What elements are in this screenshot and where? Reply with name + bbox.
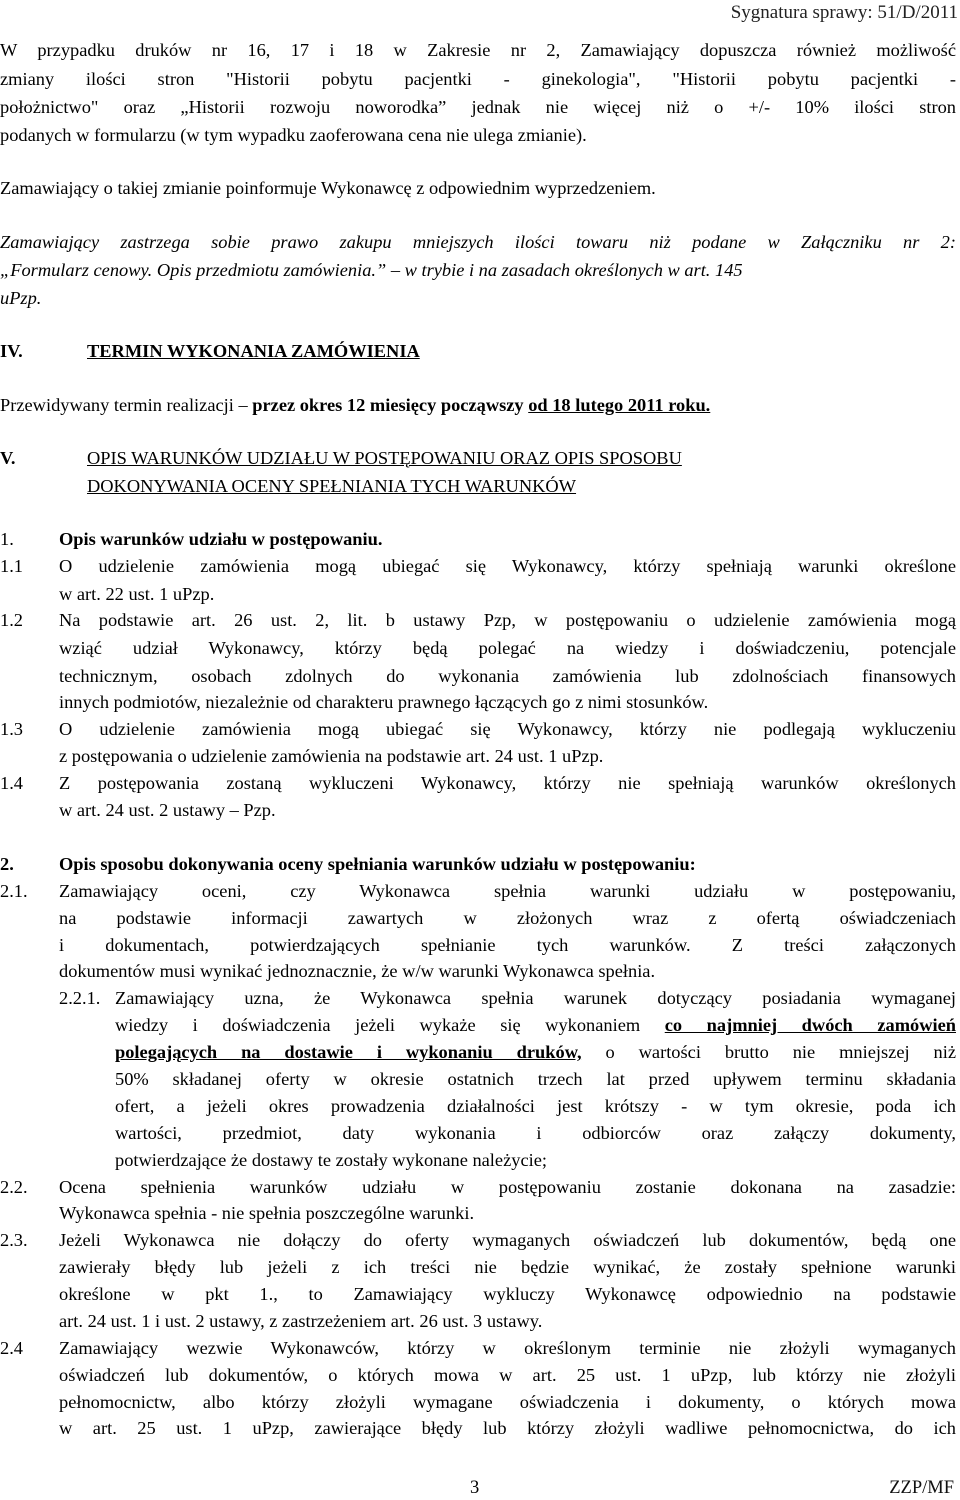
item-2-4-line-2: oświadczeń lub dokumentów, o których mowa w art. 25 ust. 1 uPzp, lub którzy nie złożyli [59, 1365, 956, 1385]
term-plain: Przewidywany termin realizacji – [0, 395, 253, 415]
item-2-2-1-l3-plain: o wartości brutto nie mniejszej niż [581, 1042, 956, 1062]
item-2-3-number: 2.3. [0, 1230, 28, 1250]
item-1-2-line-4: innych podmiotów, niezależnie od charakteru prawnego łączących go z nimi stosunków. [59, 692, 709, 712]
item-2-2-1-line-6: wartości, przedmiot, daty wykonania i odbiorców oraz załączy dokumenty, [115, 1123, 956, 1143]
intro-p1-line-2: zmiany ilości stron "Historii pobytu pacjentki - ginekologia", "Historii pobytu pacjentki - [0, 69, 956, 89]
item-1-4-line-1: Z postępowania zostaną wykluczeni Wykonawcy, którzy nie spełniają warunków określonych [59, 773, 956, 793]
page-number: 3 [470, 1478, 480, 1498]
term-date: od 18 lutego 2011 roku. [528, 395, 711, 415]
item-1-2-line-1: Na podstawie art. 26 ust. 2, lit. b ustawy Pzp, w postępowaniu o udzielenie zamówienia mogą [59, 610, 956, 630]
item-2-3-line-4: art. 24 ust. 1 i ust. 2 ustawy, z zastrzeżeniem art. 26 ust. 3 ustawy. [59, 1311, 543, 1331]
item-1-4-number: 1.4 [0, 773, 23, 793]
item-2-3-line-3: określone w pkt 1., to Zamawiający wykluczy Wykonawcę odpowiednio na podstawie [59, 1284, 956, 1304]
section-5-title-line-2: DOKONYWANIA OCENY SPEŁNIANIA TYCH WARUNKÓW [87, 476, 577, 496]
item-2-4-line-4: w art. 25 ust. 1 uPzp, zawierające błędy lub którzy złożyli wadliwe pełnomocnictwa, do ich [59, 1418, 956, 1438]
item-2-4-line-3: pełnomocnictw, albo którzy złożyli wymagane oświadczenia i dokumenty, o których mowa [59, 1392, 956, 1412]
intro-p1-line-1: W przypadku druków nr 16, 17 i 18 w Zakresie nr 2, Zamawiający dopuszcza również możliwość [0, 40, 956, 60]
item-1-3-line-1: O udzielenie zamówienia mogą ubiegać się Wykonawcy, którzy nie podlegają wykluczeniu [59, 719, 956, 739]
item-2-2-1-number: 2.2.1. [59, 988, 101, 1008]
item-2-1-line-1: Zamawiający oceni, czy Wykonawca spełnia warunki udziału w postępowaniu, [59, 881, 956, 901]
term-bold: przez okres 12 miesięcy począwszy [252, 395, 529, 415]
item-2-2-line-1: Ocena spełnienia warunków udziału w postępowaniu zostanie dokonana na zasadzie: [59, 1177, 956, 1197]
item-1-1-line-2: w art. 22 ust. 1 uPzp. [59, 584, 215, 604]
case-signature: Sygnatura sprawy: 51/D/2011 [730, 2, 958, 23]
item-2-2-1-line-2 [115, 1015, 956, 1036]
item-2-3-line-2: zawierały błędy lub jeżeli z ich treści nie będzie wynikać, że zostały spełnione warunki [59, 1257, 956, 1277]
section-5-title-line-1: OPIS WARUNKÓW UDZIAŁU W POSTĘPOWANIU ORAZ OPIS SPOSOBU [87, 448, 682, 468]
item-2-2-1-line-3 [115, 1042, 956, 1063]
item-1-2-number: 1.2 [0, 610, 23, 630]
item-2-2-1-line-4: 50% składanej oferty w okresie ostatnich trzech lat przed upływem terminu składania [115, 1069, 956, 1089]
intro-p3-line-3: uPzp. [0, 288, 42, 308]
item-2-1-line-2: na podstawie informacji zawartych w złożonych wraz z ofertą oświadczeniach [59, 908, 956, 928]
document-mark: ZZP/MF [889, 1478, 954, 1498]
item-2-2-line-2: Wykonawca spełnia - nie spełnia poszczególne warunki. [59, 1203, 475, 1223]
item-2-2-1-line-7: potwierdzające że dostawy te zostały wykonane należycie; [115, 1150, 547, 1170]
item-2-1-number: 2.1. [0, 881, 28, 901]
part-2-title: Opis sposobu dokonywania oceny spełniania warunków udziału w postępowaniu: [59, 854, 696, 874]
item-2-2-1-line-1: Zamawiający uzna, że Wykonawca spełnia warunek dotyczący posiadania wymaganej [115, 988, 956, 1008]
section-4-title: TERMIN WYKONANIA ZAMÓWIENIA [87, 341, 420, 361]
item-2-2-1-l2-plain: wiedzy i doświadczenia jeżeli wykaże się wykonaniem [115, 1015, 665, 1035]
item-1-2-line-2: wziąć udział Wykonawcy, którzy będą polegać na wiedzy i doświadczeniu, potencjale [59, 638, 956, 658]
section-5-number: V. [0, 448, 16, 468]
section-4-text [0, 395, 710, 416]
intro-p2: Zamawiający o takiej zmianie poinformuje Wykonawcę z odpowiednim wyprzedzeniem. [0, 178, 656, 198]
part-1-number: 1. [0, 529, 14, 549]
item-1-2-line-3: technicznym, osobach zdolnych do wykonania zamówienia lub zdolnościach finansowych [59, 666, 956, 686]
item-1-1-number: 1.1 [0, 556, 23, 576]
item-2-3-line-1: Jeżeli Wykonawca nie dołączy do oferty wymaganych oświadczeń lub dokumentów, będą one [59, 1230, 956, 1250]
item-1-4-line-2: w art. 24 ust. 2 ustawy – Pzp. [59, 800, 276, 820]
item-2-4-line-1: Zamawiający wezwie Wykonawców, którzy w określonym terminie nie złożyli wymaganych [59, 1338, 956, 1358]
part-1-title: Opis warunków udziału w postępowaniu. [59, 529, 383, 549]
item-2-2-number: 2.2. [0, 1177, 28, 1197]
item-2-2-1-line-5: ofert, a jeżeli okres prowadzenia działalności jest krótszy - w tym okresie, poda ich [115, 1096, 956, 1116]
section-4-number: IV. [0, 341, 23, 361]
intro-p1-line-3: położnictwo" oraz „Historii rozwoju noworodka” jednak nie więcej niż o +/- 10% ilości stron [0, 97, 956, 117]
part-2-number: 2. [0, 854, 14, 874]
item-1-1-line-1: O udzielenie zamówienia mogą ubiegać się Wykonawcy, którzy spełniają warunki określone [59, 556, 956, 576]
item-2-1-line-3: i dokumentach, potwierdzających spełnianie tych warunków. Z treści załączonych [59, 935, 956, 955]
intro-p3-line-2: „Formularz cenowy. Opis przedmiotu zamówienia.” – w trybie i na zasadach określonych w art. 145 [0, 260, 743, 280]
intro-p3-line-1: Zamawiający zastrzega sobie prawo zakupu mniejszych ilości towaru niż podane w Załączniku nr 2: [0, 232, 956, 252]
item-1-3-number: 1.3 [0, 719, 23, 739]
item-2-4-number: 2.4 [0, 1338, 23, 1358]
intro-p1-line-4: podanych w formularzu (w tym wypadku zaoferowana cena nie ulega zmianie). [0, 125, 587, 145]
item-2-2-1-l3-bold: polegających na dostawie i wykonaniu druków, [115, 1042, 582, 1062]
item-2-2-1-l2-bold: co najmniej dwóch zamówień [664, 1015, 956, 1035]
item-2-1-line-4: dokumentów musi wynikać jednoznacznie, że w/w warunki Wykonawca spełnia. [59, 961, 656, 981]
item-1-3-line-2: z postępowania o udzielenie zamówienia na podstawie art. 24 ust. 1 uPzp. [59, 746, 604, 766]
